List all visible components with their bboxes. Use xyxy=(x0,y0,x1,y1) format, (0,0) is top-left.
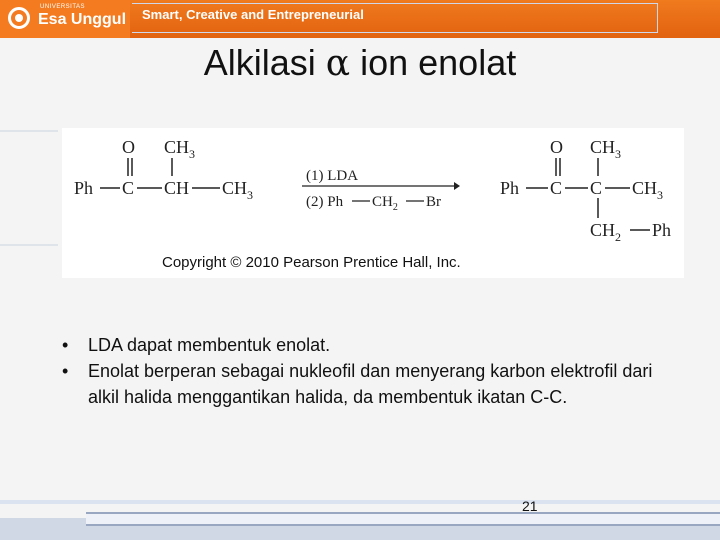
bullet-item xyxy=(58,358,658,410)
product-phenyl-2: Ph xyxy=(652,220,672,240)
footer-bar xyxy=(0,500,720,540)
bullet-text: Enolat berperan sebagai nukleofil dan menyerang karbon elektrofil dari alkil halida menggantikan halida, da membentuk ikatan C-C. xyxy=(88,361,653,407)
bullet-text: LDA dapat membentuk enolat. xyxy=(88,335,331,355)
reaction-arrowhead xyxy=(454,182,460,190)
decorative-rule xyxy=(0,130,58,246)
reagent-step-2: (2) Ph xyxy=(306,194,344,210)
product-oxygen: O xyxy=(550,137,563,157)
product-ch3-top: $CH_3$ xyxy=(590,137,622,161)
title-suffix: ion enolat xyxy=(350,42,517,83)
title-prefix: Alkilasi xyxy=(203,42,326,83)
bullet-list xyxy=(58,332,658,410)
product-ch2: $CH_2$ xyxy=(590,220,622,244)
slide-title xyxy=(0,42,720,84)
logo-subtitle: UNIVERSITAS xyxy=(40,4,86,10)
product-carbonyl-carbon: C xyxy=(550,178,563,198)
header-tagline: Smart, Creative and Entrepreneurial xyxy=(142,7,364,22)
product-ch3-right: $CH_3$ xyxy=(632,178,664,202)
reagent-ch2: $CH_2$ xyxy=(372,194,398,213)
product-phenyl: Ph xyxy=(500,178,520,198)
university-logo xyxy=(0,0,130,38)
bullet-dot-icon: • xyxy=(62,361,69,381)
logo-emblem-icon xyxy=(8,7,30,29)
reactant-phenyl: Ph xyxy=(74,178,94,198)
title-alpha: α xyxy=(325,43,351,84)
copyright-notice: Copyright © 2010 Pearson Prentice Hall, Inc. xyxy=(162,254,461,271)
bullet-item xyxy=(58,332,658,358)
bullet-dot-icon: • xyxy=(62,335,69,355)
product-quaternary-carbon: C xyxy=(590,178,603,198)
reagent-bromide: Br xyxy=(426,194,441,210)
reactant-ch: CH xyxy=(164,178,190,198)
footer-frame xyxy=(86,512,720,526)
logo-name: Esa Unggul xyxy=(38,11,127,28)
reactant-ch3-top: $CH_3$ xyxy=(164,137,196,161)
page-number: 21 xyxy=(522,498,538,514)
reactant-carbonyl-carbon: C xyxy=(122,178,135,198)
reagent-step-1: (1) LDA xyxy=(306,168,359,184)
footer-stripe-top xyxy=(0,500,720,504)
header-bar xyxy=(0,0,720,38)
reactant-ch3-right: $CH_3$ xyxy=(222,178,254,202)
reactant-oxygen: O xyxy=(122,137,135,157)
